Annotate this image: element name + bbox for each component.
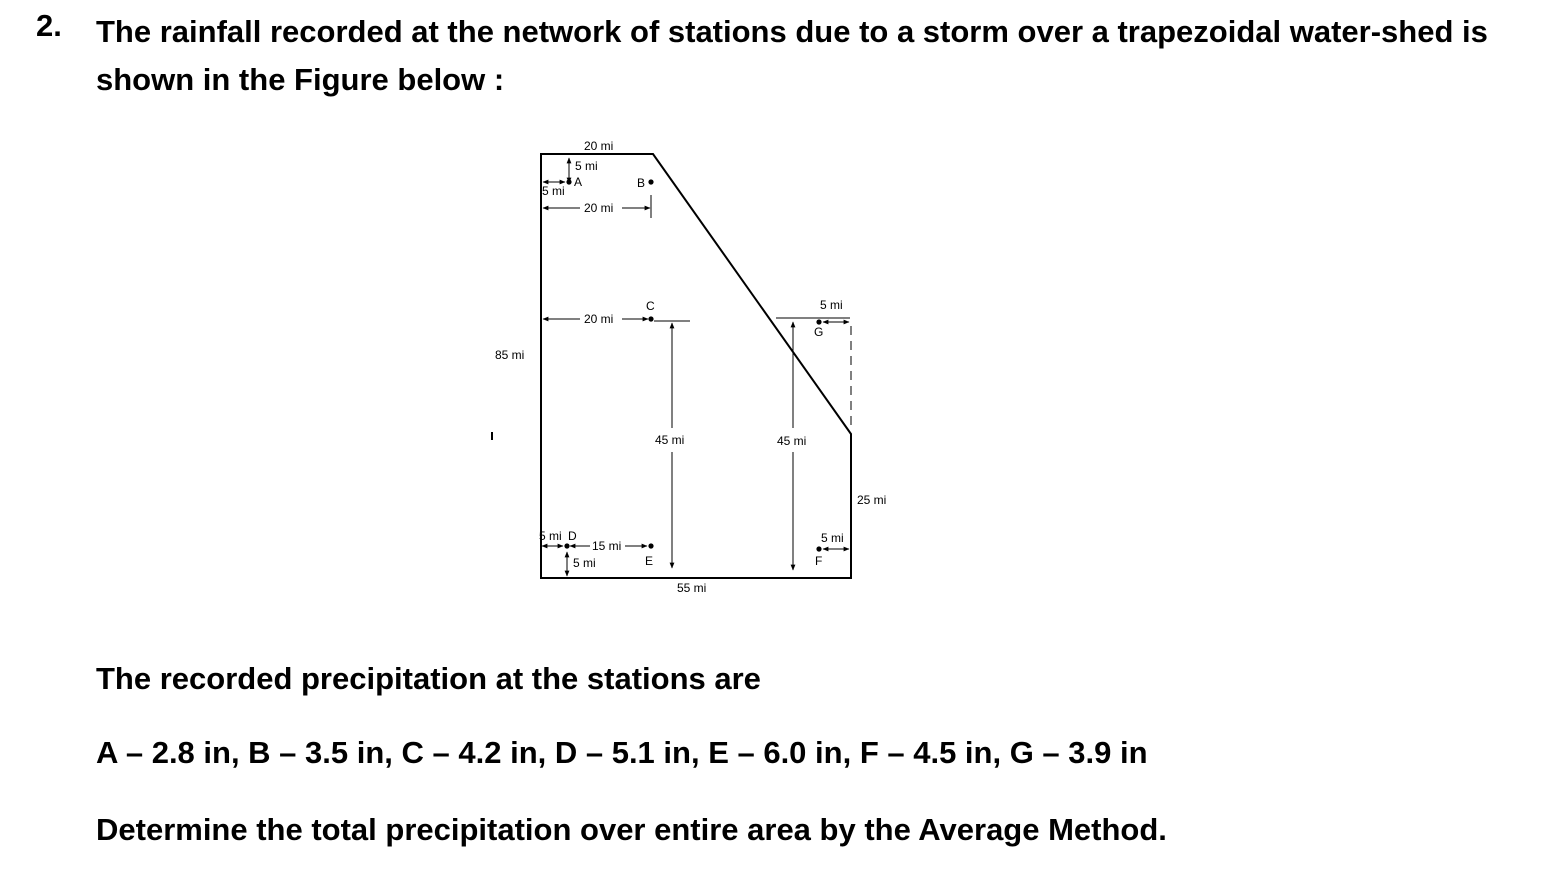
label-a-offset-left: 5 mi [542,184,565,198]
station-d-dot [564,543,569,548]
label-d-offset-left: 5 mi [539,529,562,543]
station-d-label: D [568,529,577,543]
station-f-dot [816,546,821,551]
station-c-dot [648,316,653,321]
label-c-offset: 20 mi [584,312,614,326]
label-bottom-width: 55 mi [677,581,707,595]
station-a-label: A [574,175,583,189]
station-a-dot [566,179,571,184]
label-d-e-distance: 15 mi [592,539,622,553]
station-f-label: F [815,554,823,568]
recorded-values: A – 2.8 in, B – 3.5 in, C – 4.2 in, D – 5.1 in, E – 6.0 in, F – 4.5 in, G – 3.9 in [96,735,1148,770]
station-b-dot [648,179,653,184]
label-g-offset: 5 mi [820,298,843,312]
station-b-label: B [637,176,646,190]
station-c-label: C [646,299,655,313]
label-a-offset-top: 5 mi [575,159,598,173]
label-top-width: 20 mi [584,139,614,153]
station-e-dot [648,543,653,548]
label-left-height: 85 mi [495,348,525,362]
station-e-label: E [645,554,654,568]
label-f-offset: 5 mi [821,531,844,545]
label-right-height: 25 mi [857,493,887,507]
station-g-dot [816,319,821,324]
label-b-offset: 20 mi [584,201,614,215]
station-g-label: G [814,325,824,339]
task-text: Determine the total precipitation over entire area by the Average Method. [96,812,1167,847]
label-d-offset-bottom: 5 mi [573,556,596,570]
question-number: 2. [36,8,62,43]
label-g-f-distance: 45 mi [777,434,807,448]
label-c-e-distance: 45 mi [655,433,685,447]
recorded-heading: The recorded precipitation at the stations are [96,661,761,696]
watershed-boundary [541,154,851,578]
question-text: The rainfall recorded at the network of stations due to a storm over a trapezoidal water-shed is shown in the Figure below : [96,14,1488,97]
